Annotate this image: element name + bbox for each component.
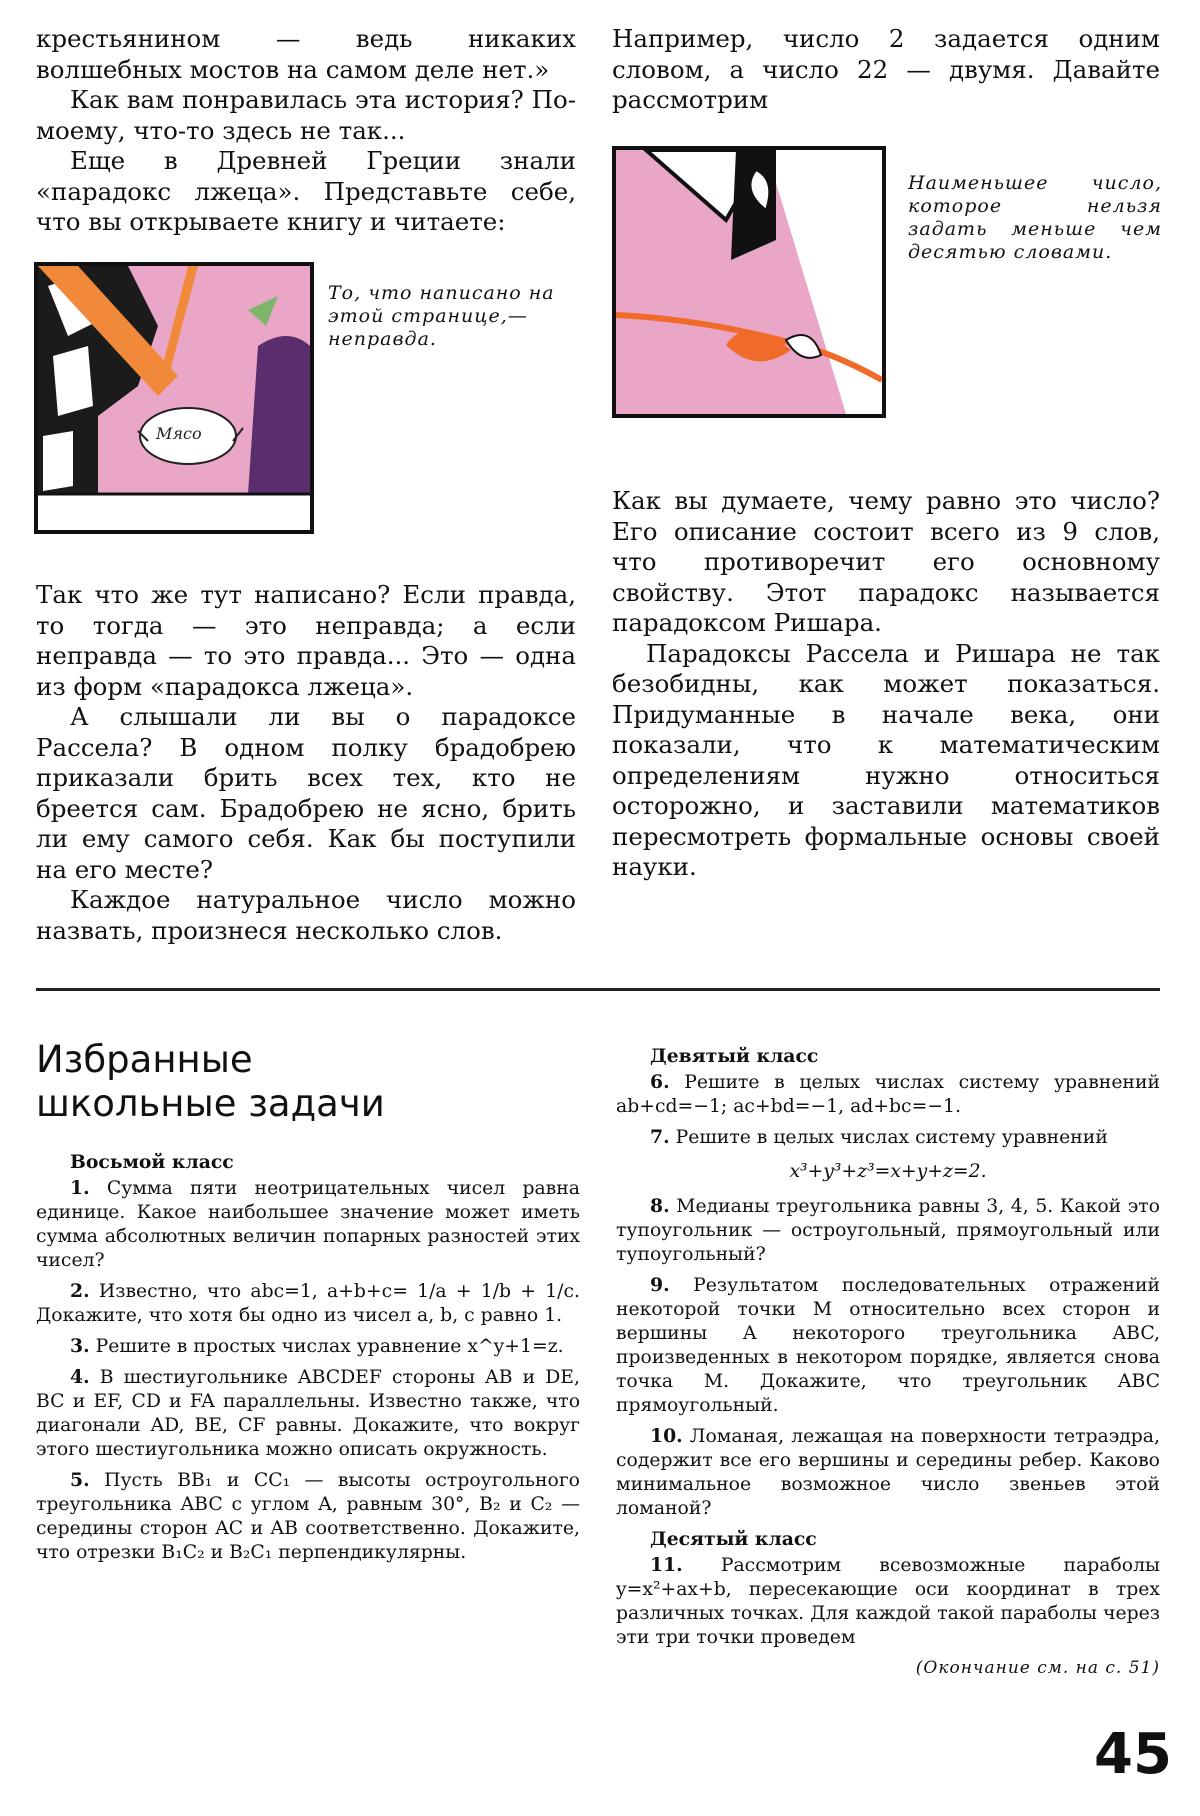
problem-text: Сумма пяти неотрицательных чисел равна единице. Какое наибольшее значение может иметь сумма абсолютных величин попарных разностей этих чисел? xyxy=(36,1178,580,1271)
paragraph: Парадоксы Рассела и Ришара не так безобидны, как может показаться. Придуманные в начале века, они показали, что к математическим определениям нужно относиться осторожно, и заставили математиков пересмотреть формальные основы своей науки. xyxy=(612,638,1160,881)
problems-left-column xyxy=(36,1146,580,1571)
left-column-bottom xyxy=(36,580,576,946)
problem-number: 1. xyxy=(70,1177,90,1199)
problem-text: В шестиугольнике ABCDEF стороны AB и DE, BC и EF, CD и FA параллельны. Известно также, что диагонали AD, BE, CF равны. Докажите, что вокруг этого шестиугольника можно описать окружность. xyxy=(36,1367,580,1460)
problem-8 xyxy=(616,1194,1160,1267)
illustration-caption-right: Наименьшее число, которое нельзя задать меньше чем десятью словами. xyxy=(908,172,1162,263)
paragraph: Как вам понравилась эта история? По-моему, что-то здесь не так... xyxy=(36,85,576,145)
problem-number: 2. xyxy=(70,1280,90,1302)
grade-heading: Девятый класс xyxy=(650,1045,819,1067)
liar-paradox-drawing xyxy=(38,266,310,530)
problem-number: 9. xyxy=(650,1274,670,1296)
problem-text: Результатом последовательных отражений некоторой точки M относительно всех сторон и вершины A некоторого треугольника ABC, произведенных в некотором порядке, является снова точка M. Докажите, что треугольник ABC прямоугольный. xyxy=(616,1275,1160,1416)
paragraph: крестьянином — ведь никаких волшебных мостов на самом деле нет.» xyxy=(36,24,576,84)
section-title xyxy=(36,1038,576,1126)
problem-text: Медианы треугольника равны 3, 4, 5. Какой это тупоугольник — остроугольный, прямоугольный или тупоугольный? xyxy=(616,1196,1160,1265)
problem-3 xyxy=(36,1334,580,1359)
problem-number: 4. xyxy=(70,1366,90,1388)
paragraph: Например, число 2 задается одним словом, а число 22 — двумя. Давайте рассмотрим xyxy=(612,24,1160,114)
grade-heading: Десятый класс xyxy=(650,1528,817,1550)
problem-number: 6. xyxy=(650,1071,670,1093)
illustration-caption-left: То, что написано на этой странице,— неправда. xyxy=(328,282,555,350)
paragraph: Так что же тут написано? Если правда, то тогда — это неправда; а если неправда — то это правда... Это — одна из форм «парадокса лжеца». xyxy=(36,580,576,701)
richard-paradox-illustration xyxy=(612,146,886,418)
problem-number: 5. xyxy=(70,1469,90,1491)
problem-5 xyxy=(36,1468,580,1565)
problem-4 xyxy=(36,1365,580,1462)
right-column-top xyxy=(612,24,1160,116)
problem-text: Докажите, что хотя бы одно из чисел a, b, c равно 1. xyxy=(36,1305,563,1326)
page-number: 45 xyxy=(1094,1722,1172,1787)
problem-7 xyxy=(616,1125,1160,1150)
problem-text: Рассмотрим всевозможные параболы y=x²+ax+b, пересекающие оси координат в трех различных точках. Для каждой такой параболы через эти три точки проведем xyxy=(616,1555,1160,1648)
problem-text: Пусть BB₁ и CC₁ — высоты остроугольного треугольника ABC с углом A, равным 30°, B₂ и C₂ — середины сторон AC и AB соответственно. Докажите, что отрезки B₁C₂ и B₂C₁ перпендикулярны. xyxy=(36,1470,580,1563)
problem-1 xyxy=(36,1176,580,1273)
problem-number: 7. xyxy=(650,1126,670,1148)
problem-text: Ломаная, лежащая на поверхности тетраэдра, содержит все его вершины и середины ребер. Каково минимальное возможное число звеньев этой ломаной? xyxy=(616,1426,1160,1519)
problem-10 xyxy=(616,1424,1160,1521)
problem-6 xyxy=(616,1070,1160,1119)
problem-9 xyxy=(616,1273,1160,1418)
problem-text: Известно, что abc=1, a+b+c= 1/a + 1/b + 1/c. xyxy=(98,1281,580,1302)
section-title-line1: Избранные xyxy=(36,1038,253,1081)
problem-number: 10. xyxy=(650,1425,683,1447)
liar-paradox-illustration xyxy=(34,262,314,534)
paragraph: Как вы думаете, чему равно это число? Его описание состоит всего из 9 слов, что противоречит его основному свойству. Этот парадокс называется парадоксом Ришара. xyxy=(612,486,1160,637)
section-divider xyxy=(36,988,1160,991)
continuation-note: (Окончание см. на с. 51) xyxy=(915,1658,1160,1678)
problem-text: Решите в целых числах систему уравнений xyxy=(675,1127,1108,1148)
richard-paradox-drawing xyxy=(616,150,882,414)
problem-number: 3. xyxy=(70,1335,90,1357)
paragraph: Каждое натуральное число можно назвать, произнеся несколько слов. xyxy=(36,885,576,945)
right-column-bottom xyxy=(612,486,1160,883)
meat-label: Мясо xyxy=(156,424,202,443)
equation: x³+y³+z³=x+y+z=2. xyxy=(789,1161,987,1182)
paragraph: А слышали ли вы о парадоксе Рассела? В одном полку брадобрею приказали брить всех тех, кто не бреется сам. Брадобрею не ясно, брить ли ему самого себя. Как бы поступили на его месте? xyxy=(36,702,576,884)
problem-number: 11. xyxy=(650,1554,683,1576)
problem-text: Решите в простых числах уравнение x^y+1=z. xyxy=(95,1336,564,1357)
problem-11 xyxy=(616,1553,1160,1650)
problem-number: 8. xyxy=(650,1195,670,1217)
problem-text: Решите в целых числах систему уравнений ab+cd=−1; ac+bd=−1, ad+bc=−1. xyxy=(616,1072,1160,1117)
paragraph: Еще в Древней Греции знали «парадокс лжеца». Представьте себе, что вы открываете книгу и читаете: xyxy=(36,146,576,236)
grade-heading: Восьмой класс xyxy=(70,1151,234,1173)
problem-2 xyxy=(36,1279,580,1328)
problems-right-column xyxy=(616,1040,1160,1680)
left-column-top xyxy=(36,24,576,238)
section-title-line2: школьные задачи xyxy=(36,1082,385,1125)
